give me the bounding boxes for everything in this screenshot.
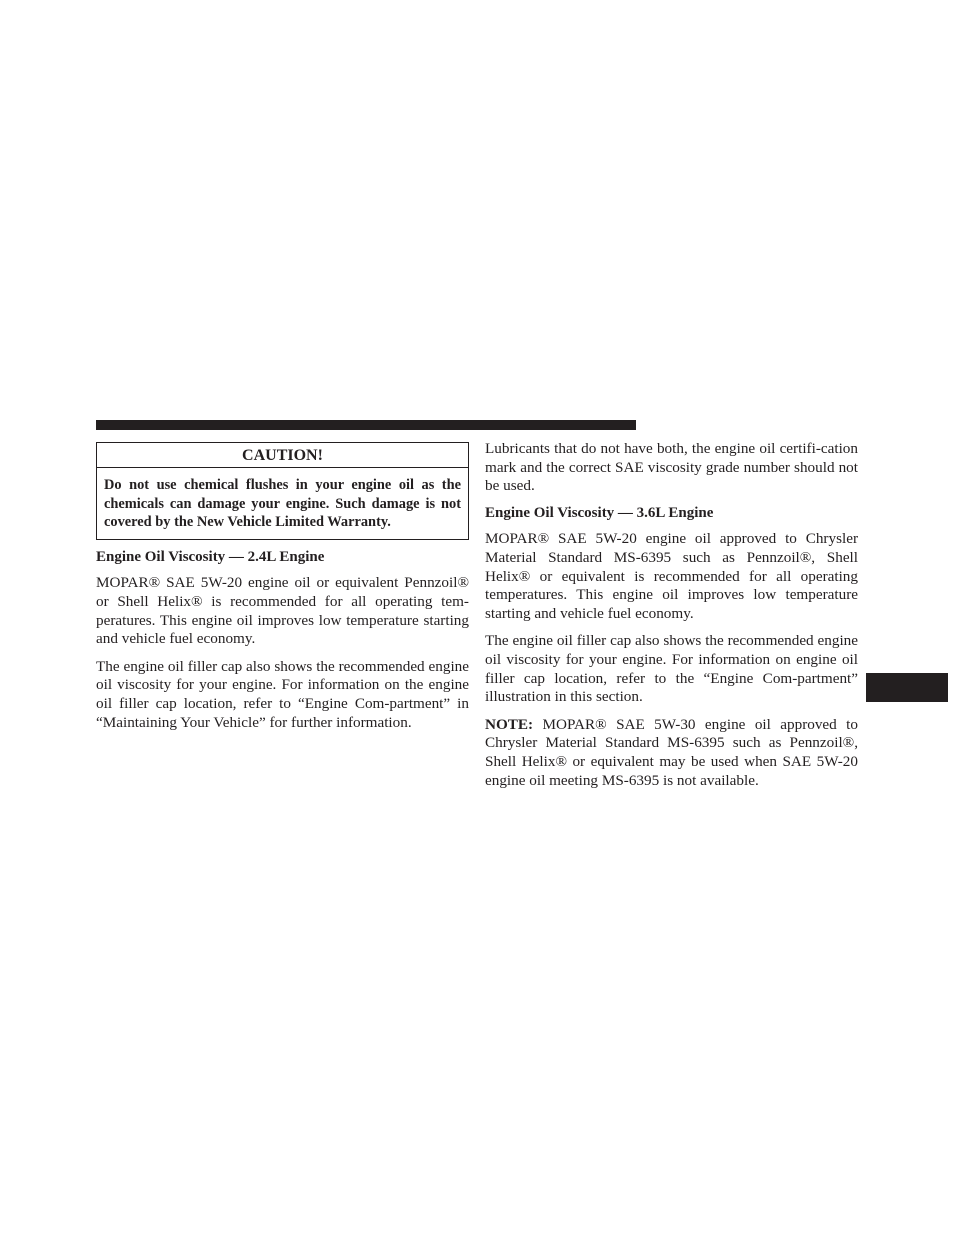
- paragraph-3-6l-oil: MOPAR® SAE 5W-20 engine oil approved to Chrysler Material Standard MS-6395 such as Pennzoil®, Shell Helix® or equivalent is recommended for all operating temperatures. This engine oil improves low temperature starting and vehicle fuel economy.: [485, 530, 858, 622]
- right-column: [485, 440, 858, 799]
- note-paragraph: [485, 716, 858, 790]
- section-header-bar: [96, 420, 636, 430]
- note-text: MOPAR® SAE 5W-30 engine oil approved to Chrysler Material Standard MS-6395 such as Pennzoil®, Shell Helix® or equivalent may be used when SAE 5W-20 engine oil meeting MS-6395 is not available.: [485, 715, 858, 789]
- paragraph-lubricants: Lubricants that do not have both, the engine oil certifi-cation mark and the correct SAE viscosity grade number should not be used.: [485, 440, 858, 495]
- paragraph-2-4l-oil: MOPAR® SAE 5W-20 engine oil or equivalent Pennzoil® or Shell Helix® is recommended for all operating tem-peratures. This engine oil improves low temperature starting and vehicle fuel economy.: [96, 574, 469, 648]
- caution-body: Do not use chemical flushes in your engine oil as the chemicals can damage your engine. Such damage is not covered by the New Vehicle Limited Warranty.: [104, 477, 461, 531]
- paragraph-filler-cap-right: The engine oil filler cap also shows the recommended engine oil viscosity for your engine. For information on engine oil filler cap location, refer to the “Engine Com-partment” illustration in this section.: [485, 632, 858, 706]
- heading-3-6l: Engine Oil Viscosity — 3.6L Engine: [485, 504, 714, 521]
- caution-box: [96, 442, 469, 540]
- chapter-tab: [866, 673, 948, 702]
- left-column: [96, 440, 469, 741]
- note-label: NOTE:: [485, 715, 534, 733]
- caution-title: CAUTION!: [97, 443, 468, 468]
- heading-2-4l: Engine Oil Viscosity — 2.4L Engine: [96, 548, 325, 565]
- paragraph-filler-cap-left: The engine oil filler cap also shows the recommended engine oil viscosity for your engine. For information on the engine oil filler cap location, refer to “Engine Com-partment” in “Maintaining Your Vehicle” for further information.: [96, 657, 469, 731]
